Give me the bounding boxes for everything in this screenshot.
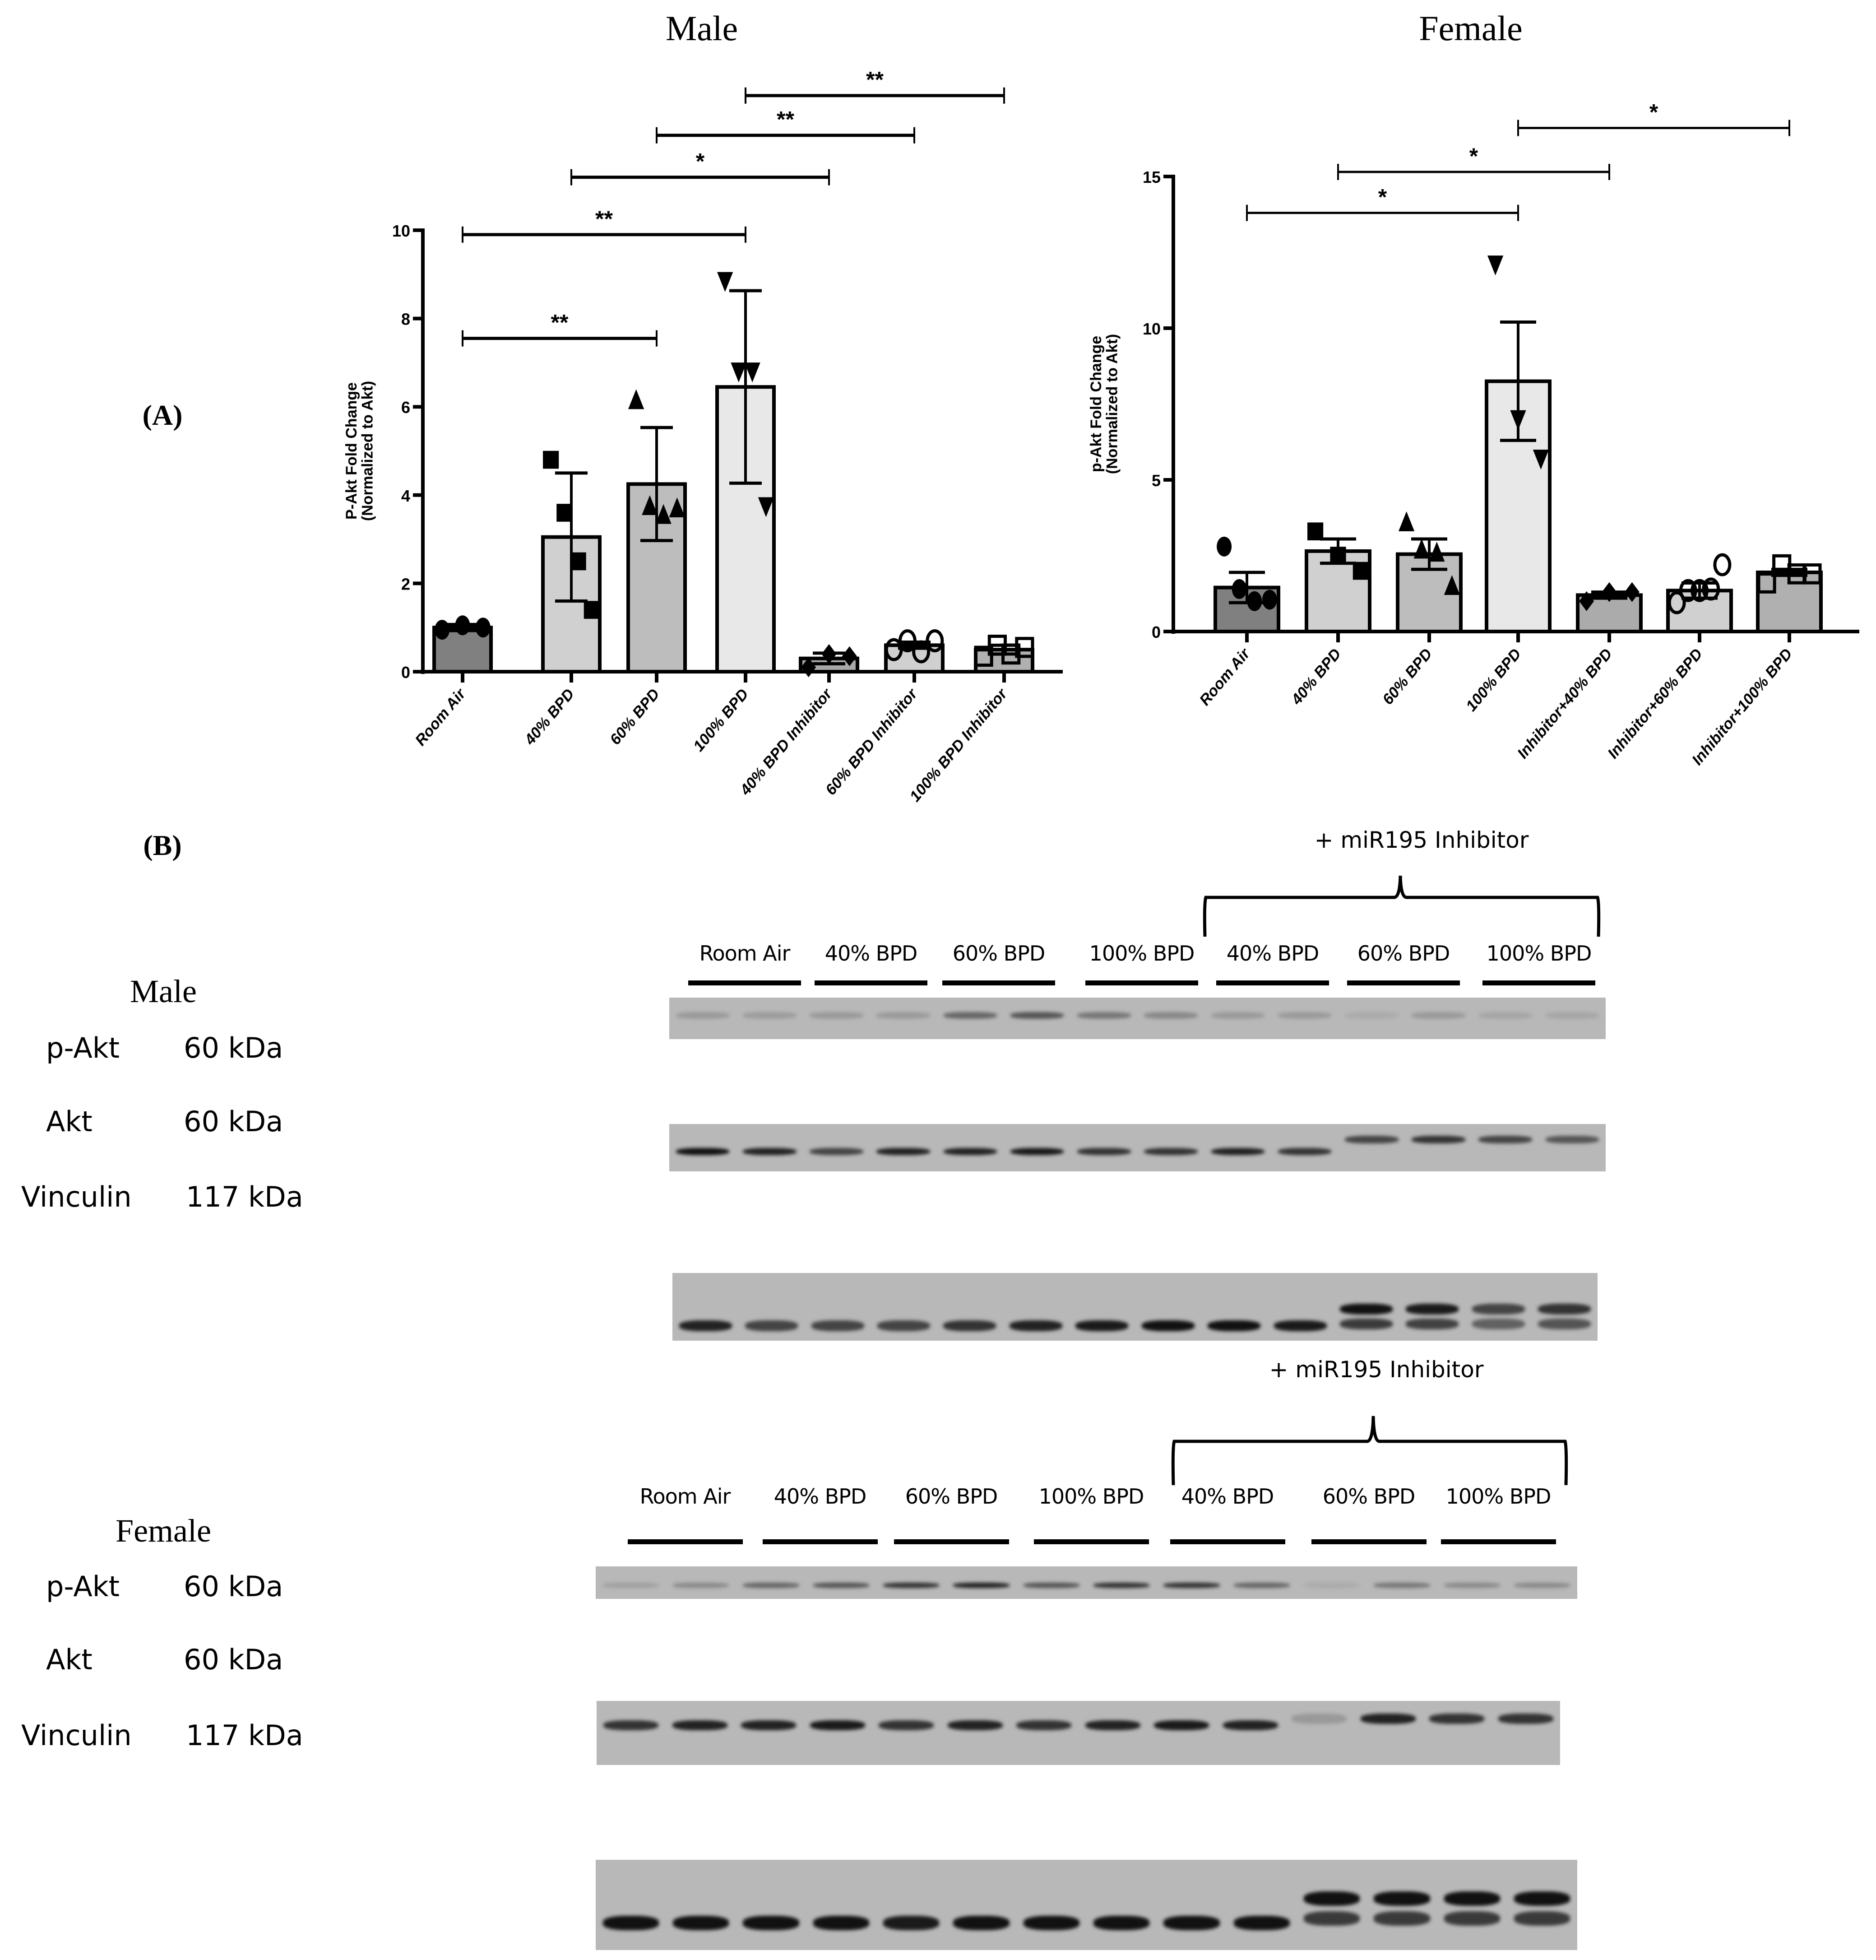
protein-band	[883, 1583, 939, 1588]
bar-group	[717, 272, 774, 672]
protein-band	[953, 1916, 1009, 1930]
bar-group	[628, 389, 685, 672]
lane-group-bar	[894, 1539, 1009, 1544]
protein-band	[1444, 1583, 1500, 1588]
protein-band	[1472, 1319, 1525, 1329]
y-tick-label: 10	[392, 222, 410, 240]
x-tick-label: Inhibitor+100% BPD	[1688, 645, 1796, 769]
lane-group-bar	[1311, 1539, 1427, 1544]
male-protein-pakt: p-Akt	[46, 1031, 120, 1064]
protein-band	[676, 1148, 730, 1156]
bar-group	[1758, 556, 1821, 632]
male-blot-pakt	[669, 998, 1606, 1039]
lane-label: Room Air	[639, 1484, 731, 1509]
significance-label: **	[551, 310, 569, 335]
protein-band	[1093, 1583, 1149, 1588]
protein-band	[1374, 1891, 1430, 1906]
significance-label: *	[695, 149, 705, 174]
male-chart-title: Male	[665, 9, 738, 48]
lane-group-bar	[628, 1539, 743, 1544]
protein-band	[741, 1720, 796, 1731]
lane-group-bar	[1034, 1539, 1149, 1544]
protein-band	[1538, 1304, 1591, 1314]
y-axis-label: p-Akt Fold Change(Normalized to Akt)	[1088, 334, 1121, 474]
protein-band	[1472, 1304, 1525, 1314]
significance-bracket	[746, 67, 1004, 104]
bar-group	[886, 631, 943, 672]
male-blot-akt	[669, 1124, 1606, 1171]
bar-group	[434, 615, 491, 672]
protein-band	[1075, 1320, 1128, 1331]
data-point-marker	[1232, 579, 1247, 599]
protein-band	[813, 1583, 869, 1588]
lane-group-bar	[942, 980, 1055, 985]
protein-band	[948, 1720, 1003, 1731]
protein-band	[1304, 1891, 1360, 1906]
lane-label: 60% BPD	[1357, 941, 1450, 966]
panel-label-b: (B)	[143, 829, 182, 861]
significance-bracket	[463, 310, 657, 347]
lane-group-bar	[1482, 980, 1595, 985]
significance-label: **	[595, 206, 613, 232]
data-point-marker	[1307, 522, 1323, 540]
protein-band	[1514, 1891, 1570, 1906]
protein-band	[883, 1916, 939, 1930]
data-point-marker	[717, 272, 733, 292]
protein-band	[1016, 1720, 1071, 1731]
protein-band	[1211, 1148, 1265, 1156]
male-protein-akt-size: 60 kDa	[184, 1105, 283, 1138]
protein-band	[1010, 1320, 1062, 1331]
protein-band	[1406, 1304, 1459, 1314]
y-tick-label: 0	[401, 663, 410, 682]
data-point-marker	[570, 553, 586, 571]
lane-group-bar	[763, 1539, 878, 1544]
protein-band	[1304, 1911, 1360, 1926]
male-blot-vinculin	[672, 1273, 1598, 1341]
panel-label-a: (A)	[142, 399, 183, 431]
lane-group-bar	[815, 980, 927, 985]
lane-label: 100% BPD	[1038, 1484, 1144, 1509]
significance-label: **	[777, 107, 794, 132]
bar-group	[976, 636, 1033, 672]
lane-label: 60% BPD	[1322, 1484, 1415, 1509]
protein-band	[673, 1583, 729, 1588]
protein-band	[877, 1320, 930, 1331]
bar-group	[1215, 537, 1278, 632]
significance-bracket	[657, 107, 914, 144]
data-point-marker	[628, 389, 644, 409]
protein-band	[1278, 1012, 1332, 1019]
data-point-marker	[543, 451, 559, 469]
protein-band	[1340, 1304, 1393, 1314]
y-tick-label: 10	[1142, 320, 1161, 338]
protein-band	[876, 1148, 930, 1156]
bar-group	[1398, 511, 1461, 632]
data-point-marker	[455, 615, 470, 635]
protein-band	[1345, 1136, 1399, 1143]
protein-band	[944, 1012, 997, 1019]
female-chart-title: Female	[1419, 9, 1523, 48]
protein-band	[1142, 1320, 1195, 1331]
y-tick-label: 2	[401, 575, 410, 594]
protein-band	[743, 1148, 797, 1156]
protein-band	[1010, 1148, 1064, 1156]
protein-band	[1211, 1012, 1265, 1019]
protein-band	[1304, 1583, 1360, 1588]
male-protein-pakt-size: 60 kDa	[184, 1031, 283, 1064]
male-protein-vinculin: Vinculin	[21, 1180, 132, 1213]
protein-band	[1085, 1720, 1140, 1731]
significance-bracket	[1518, 99, 1789, 136]
male-inhibitor-brace	[1200, 871, 1607, 939]
protein-band	[676, 1012, 730, 1019]
lane-label: 100% BPD	[1089, 941, 1195, 966]
protein-band	[1024, 1583, 1079, 1588]
x-tick-label: Room Air	[412, 685, 469, 749]
protein-band	[743, 1916, 799, 1930]
protein-band	[603, 1583, 659, 1588]
protein-band	[1234, 1916, 1290, 1930]
protein-band	[879, 1720, 934, 1731]
data-point-marker	[1429, 542, 1445, 562]
male-protein-akt: Akt	[46, 1105, 93, 1138]
protein-band	[745, 1320, 798, 1331]
protein-band	[1163, 1916, 1219, 1930]
protein-band	[810, 1720, 865, 1731]
protein-band	[1345, 1012, 1399, 1019]
female-blot-vinculin	[596, 1860, 1577, 1950]
female-blot-title: Female	[116, 1513, 211, 1549]
protein-band	[1278, 1148, 1332, 1156]
lane-label: 60% BPD	[952, 941, 1045, 966]
data-point-marker	[1715, 555, 1730, 575]
x-tick-label: 60% BPD	[607, 685, 663, 748]
protein-band	[943, 1320, 996, 1331]
x-tick-label: 60% BPD	[1379, 645, 1436, 708]
protein-band	[1374, 1583, 1430, 1588]
data-point-marker	[1487, 255, 1503, 275]
protein-band	[1412, 1136, 1465, 1143]
male-inhibitor-label: + miR195 Inhibitor	[1314, 827, 1529, 853]
protein-band	[1546, 1136, 1599, 1143]
significance-label: *	[1649, 99, 1658, 125]
protein-band	[603, 1720, 658, 1731]
y-axis-label: P-Akt Fold Change(Normalized to Akt)	[343, 381, 376, 521]
significance-label: **	[866, 67, 884, 93]
protein-band	[1274, 1320, 1327, 1331]
lane-group-bar	[1216, 980, 1329, 985]
significance-label: *	[1378, 184, 1387, 210]
data-point-marker	[1262, 590, 1277, 609]
lane-label: 40% BPD	[1226, 941, 1319, 966]
bar-group	[1668, 555, 1731, 632]
x-tick-label: 40% BPD	[521, 685, 578, 748]
protein-band	[1292, 1714, 1347, 1724]
data-point-marker	[1217, 537, 1232, 557]
protein-band	[743, 1583, 799, 1588]
lane-group-bar	[1085, 980, 1198, 985]
protein-band	[876, 1012, 930, 1019]
lane-group-bar	[1170, 1539, 1285, 1544]
protein-band	[1234, 1583, 1290, 1588]
data-point-marker	[1353, 562, 1369, 580]
protein-band	[811, 1320, 864, 1331]
protein-band	[1163, 1583, 1219, 1588]
lane-group-bar	[1441, 1539, 1556, 1544]
significance-label: *	[1469, 143, 1478, 169]
lane-label: 100% BPD	[1486, 941, 1592, 966]
protein-band	[1429, 1714, 1484, 1724]
lane-group-bar	[688, 980, 801, 985]
female-inhibitor-brace	[1169, 1411, 1575, 1487]
female-protein-pakt-size: 60 kDa	[184, 1570, 283, 1603]
female-inhibitor-label: + miR195 Inhibitor	[1269, 1356, 1484, 1383]
male-protein-vinculin-size: 117 kDa	[186, 1180, 303, 1213]
lane-group-bar	[1347, 980, 1460, 985]
y-tick-label: 15	[1142, 168, 1161, 186]
data-point-marker	[556, 504, 572, 522]
protein-band	[1406, 1319, 1459, 1329]
bar-group	[543, 451, 600, 672]
lane-label: 60% BPD	[905, 1484, 998, 1509]
protein-band	[1154, 1720, 1209, 1731]
x-tick-label: 100% BPD	[1462, 645, 1525, 715]
data-point-marker	[476, 618, 491, 637]
bar-group	[1487, 255, 1550, 632]
protein-band	[1077, 1148, 1131, 1156]
female-protein-vinculin-size: 117 kDa	[186, 1719, 303, 1752]
protein-band	[813, 1916, 869, 1930]
protein-band	[1538, 1319, 1591, 1329]
x-tick-label: Inhibitor+40% BPD	[1514, 645, 1616, 762]
female-bar-chart	[1038, 0, 1876, 813]
protein-band	[1514, 1583, 1570, 1588]
protein-band	[1024, 1916, 1079, 1930]
significance-bracket	[571, 149, 829, 186]
protein-band	[1412, 1012, 1465, 1019]
female-protein-vinculin: Vinculin	[21, 1719, 132, 1752]
protein-band	[1546, 1012, 1599, 1019]
protein-band	[1077, 1012, 1131, 1019]
x-tick-label: Inhibitor+60% BPD	[1604, 645, 1706, 762]
x-tick-label: 40% BPD	[1288, 645, 1345, 708]
protein-band	[672, 1720, 727, 1731]
female-blot-pakt	[596, 1566, 1577, 1599]
protein-band	[1223, 1720, 1278, 1731]
lane-label: Room Air	[699, 941, 790, 966]
protein-band	[1208, 1320, 1260, 1331]
protein-band	[1478, 1136, 1532, 1143]
y-tick-label: 5	[1151, 471, 1161, 490]
x-tick-label: Room Air	[1196, 645, 1254, 709]
data-point-marker	[1414, 539, 1430, 558]
significance-bracket	[1338, 144, 1609, 180]
bar-group	[1578, 582, 1641, 632]
protein-band	[810, 1148, 863, 1156]
x-tick-label: 40% BPD Inhibitor	[737, 685, 836, 799]
y-tick-label: 8	[401, 310, 410, 329]
y-tick-label: 6	[401, 398, 410, 417]
data-point-marker	[435, 620, 449, 640]
data-point-marker	[1399, 511, 1414, 531]
protein-band	[1010, 1012, 1064, 1019]
lane-label: 40% BPD	[774, 1484, 866, 1509]
protein-band	[1144, 1148, 1198, 1156]
protein-band	[1444, 1891, 1500, 1906]
x-tick-label: 100% BPD	[690, 685, 752, 755]
female-protein-akt: Akt	[46, 1643, 93, 1676]
data-point-marker	[1330, 547, 1346, 565]
protein-band	[1374, 1911, 1430, 1926]
significance-bracket	[1247, 185, 1518, 221]
protein-band	[810, 1012, 863, 1019]
male-blot-title: Male	[130, 973, 197, 1009]
protein-band	[1361, 1714, 1416, 1724]
protein-band	[1514, 1911, 1570, 1926]
x-tick-label: 100% BPD Inhibitor	[906, 685, 1011, 805]
y-tick-label: 0	[1151, 623, 1161, 641]
protein-band	[1093, 1916, 1149, 1930]
protein-band	[1478, 1012, 1532, 1019]
x-tick-label: 60% BPD Inhibitor	[822, 685, 921, 799]
bar-group	[1306, 522, 1370, 632]
protein-band	[953, 1583, 1009, 1588]
female-blot-akt	[597, 1701, 1560, 1765]
protein-band	[1144, 1012, 1198, 1019]
female-protein-pakt: p-Akt	[46, 1570, 120, 1603]
protein-band	[603, 1916, 659, 1930]
protein-band	[944, 1148, 997, 1156]
protein-band	[743, 1012, 797, 1019]
protein-band	[1498, 1714, 1553, 1724]
y-tick-label: 4	[401, 486, 410, 505]
male-bar-chart	[0, 0, 1092, 813]
lane-label: 40% BPD	[1181, 1484, 1274, 1509]
protein-band	[1444, 1911, 1500, 1926]
protein-band	[679, 1320, 732, 1331]
protein-band	[1340, 1319, 1393, 1329]
lane-label: 100% BPD	[1445, 1484, 1551, 1509]
data-point-marker	[584, 601, 600, 619]
female-protein-akt-size: 60 kDa	[184, 1643, 283, 1676]
significance-bracket	[463, 206, 746, 243]
protein-band	[673, 1916, 729, 1930]
data-point-marker	[1247, 591, 1262, 611]
lane-label: 40% BPD	[825, 941, 917, 966]
